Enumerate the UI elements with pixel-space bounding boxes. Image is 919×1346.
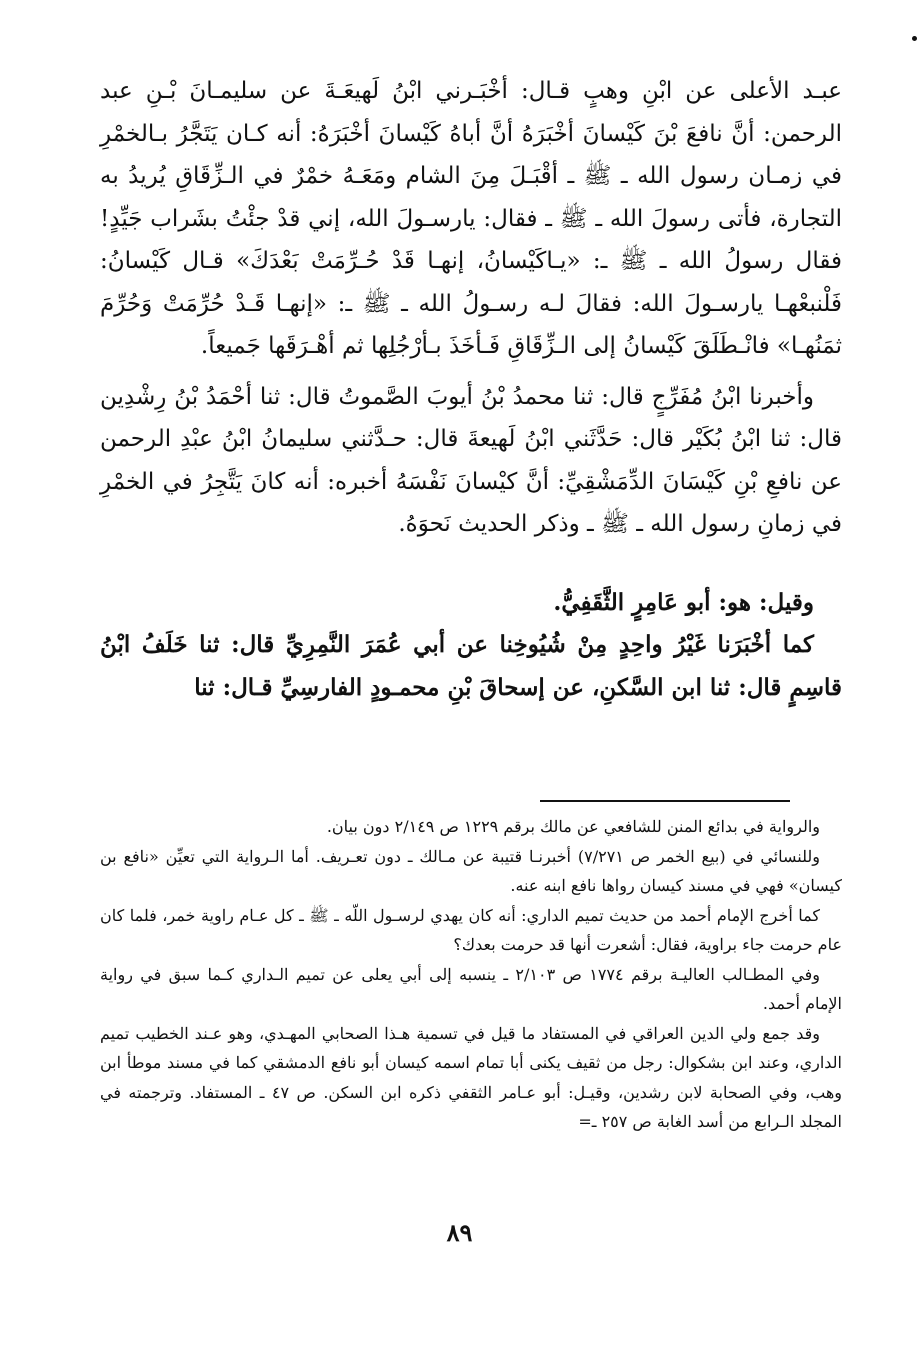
paragraph-alternate-name: وقيل: هو: أبو عَامِرٍ الثَّقَفِيُّ. bbox=[553, 588, 814, 616]
scan-edge-mark bbox=[912, 36, 917, 41]
footnote-separator bbox=[540, 800, 790, 802]
paragraph-third-chain: كما أخْبَرَنا غَيْرُ واحِدٍ مِنْ شُيُوخِنا عن أبي عُمَرَ النَّمِرِيِّ قال: ثنا خَلَفُ ابْنُ قاسِمٍ قال: ثنا ابن السَّكنِ، عن إسحاقَ بْنِ محمـودٍ الفارسِيِّ قـال: ثنا bbox=[100, 631, 842, 701]
footnote-line: وقد جمع ولي الدين العراقي في المستفاد ما قيل في تسمية هـذا الصحابي المهـدي، وهو عـند الخطيب تميم الداري، وعند ابن بشكوال: رجل من ثقيف يكنى أبا تمام اسمه كيسان أبو نافع الدمشقي كما في مسند موطأ ابن وهب، وفي الصحابة لابن رشدين، وقيـل: أبو عـامر الثقفي ذكره ابن السكن. ص ٤٧ ـ المستفاد. وترجمته في المجلد الـرابع من أسد الغابة ص ٢٥٧ ـ= bbox=[100, 1023, 843, 1131]
page-number: ٨٩ bbox=[446, 1218, 473, 1247]
footnote-line: وفي المطـالب العاليـة برقم ١٧٧٤ ص ٢/١٠٣ ـ ينسبه إلى أبي يعلى عن تميم الـداري كـما سبق في رواية الإمام أحمد. bbox=[100, 964, 842, 1013]
main-text bbox=[100, 70, 842, 709]
footnotes bbox=[100, 812, 842, 1137]
paragraph-second-chain: وأخبرنا ابْنُ مُفَرِّجٍ قال: ثنا محمدُ بْنُ أيوبَ الصَّموتُ قال: ثنا أحْمَدُ بْنُ رِشْدِين قال: ثنا ابْنُ بُكَيْر قال: حَدَّثَني ابْنُ لَهيعةَ قال: حـدَّثني سليمانُ ابْنُ عبْدِ الرحمن عن نافعِ بْنِ كَيْسَانَ الدِّمَشْقِيِّ: أنَّ كيْسانَ نَفْسَهُ أخبره: أنه كانَ يَتَّجِرُ في الخمْرِ في زمانِ رسول الله ـ ﷺ ـ وذكر الحديث نَحوَهُ. bbox=[100, 383, 842, 537]
footnote-line: كما أخرج الإمام أحمد من حديث تميم الداري: أنه كان يهدي لرسـول اللّه ـ ﷺ ـ كل عـام راوية خمر، فلما كان عام حرمت جاء براوية، فقال: أشعرت أنها قد حرمت بعدك؟ bbox=[100, 905, 842, 954]
paragraph-hadith-kaysan: عبـد الأعلى عن ابْنِ وهبٍ قـال: أخْبَـرني ابْنُ لَهيعَـةَ عن سليمـانَ بْـنِ عبد الرحمن: أنَّ نافعَ بْنَ كَيْسانَ أخْبَرَهُ أنَّ أباهُ كَيْسانَ أخْبَرَهُ: أنه كـان يَتَجَّرُ بـالخمْرِ في زمـان رسول الله ـ ﷺ ـ أقْبَـلَ مِنَ الشام ومَعَـهُ خمْرٌ في الـزِّقَاقِ يُريدُ به التجارة، فأتى رسولَ الله ـ ﷺ ـ فقال: يارسـولَ الله، إني قدْ جئْتُ بشَراب جَيِّدٍ! فقال رسولُ الله ـ ﷺ ـ: «يـاكَيْسانُ، إنهـا قَدْ حُـرِّمَتْ بَعْدَكَ» قـال كَيْسانُ: فَلْنبعْهـا يارسـولَ الله: فقالَ لـه رسـولُ الله ـ ﷺ ـ: «إنهـا قَـدْ حُرِّمَتْ وَحُرِّمَ ثمَنُهـا» فانْـطَلَقَ كَيْسانُ إلى الـزِّقَاقِ فَـأخَذَ بـأرْجُلِها ثم أهْـرَقَها جَميعاً. bbox=[100, 78, 842, 359]
footnote-line: وللنسائي في (بيع الخمر ص ٧/٢٧١) أخبرنـا قتيبة عن مـالك ـ دون تعـريف. أما الـرواية التي تعيِّن «نافع بن كيسان» فهي في مسند كيسان رواها نافع ابنه عنه. bbox=[100, 846, 842, 895]
footnote-line: والرواية في بدائع المنن للشافعي عن مالك برقم ١٢٢٩ ص ٢/١٤٩ دون بيان. bbox=[326, 817, 820, 836]
